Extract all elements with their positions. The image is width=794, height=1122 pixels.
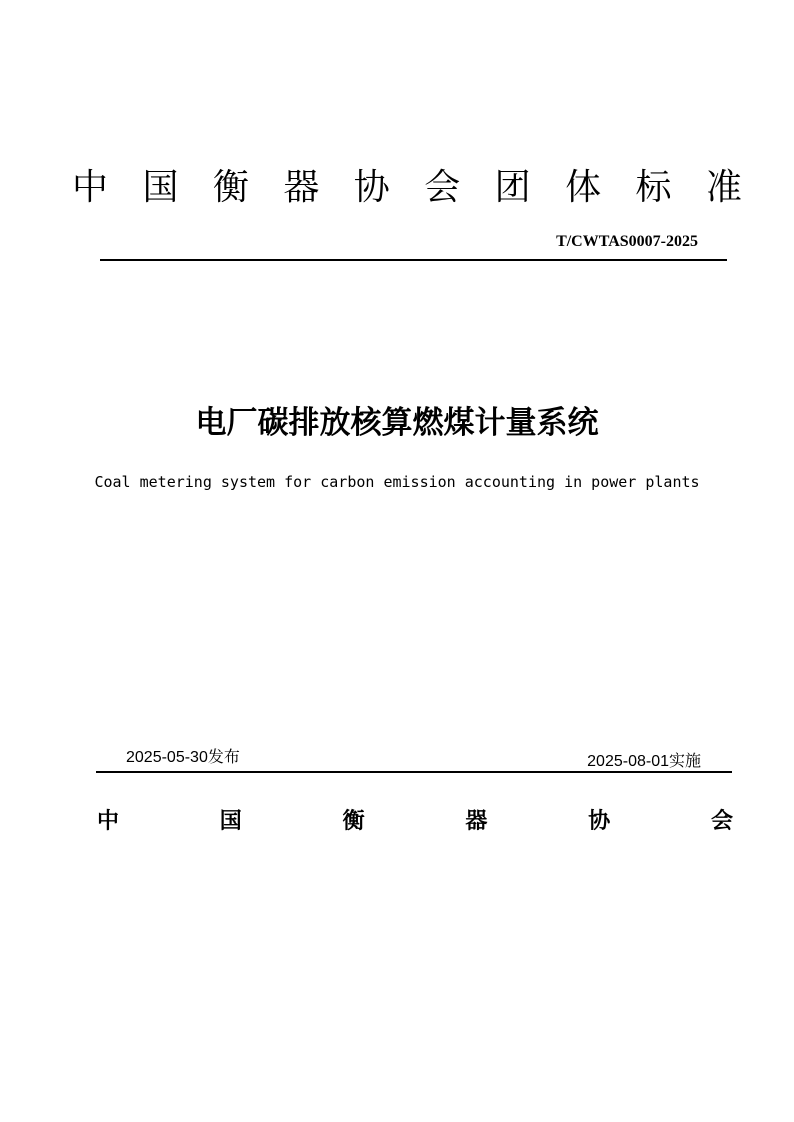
heading-char: 中 — [72, 167, 109, 208]
document-title-english: Coal metering system for carbon emission accounting in power plants — [94, 473, 700, 491]
heading-char: 体 — [565, 167, 602, 208]
publisher-char: 会 — [710, 809, 733, 834]
heading-char: 团 — [494, 167, 531, 208]
publisher-name — [97, 808, 733, 836]
standard-code: T/CWTAS0007-2025 — [556, 233, 698, 250]
heading-char: 器 — [283, 167, 320, 208]
effective-date: 2025-08-01实施 — [587, 753, 701, 770]
publisher-char: 器 — [465, 809, 488, 834]
heading-char: 协 — [353, 167, 390, 208]
standard-category-heading — [72, 166, 742, 210]
publisher-char: 协 — [588, 809, 611, 834]
heading-char: 衡 — [212, 167, 249, 208]
publisher-char: 衡 — [342, 809, 365, 834]
heading-char: 国 — [142, 167, 179, 208]
publish-date: 2025-05-30发布 — [126, 749, 240, 766]
publisher-char: 国 — [219, 809, 242, 834]
top-divider — [100, 259, 727, 261]
bottom-divider — [96, 771, 732, 773]
heading-char: 标 — [635, 167, 672, 208]
heading-char: 会 — [424, 167, 461, 208]
heading-char: 准 — [705, 167, 742, 208]
publisher-char: 中 — [97, 809, 120, 834]
document-title-chinese: 电厂碳排放核算燃煤计量系统 — [195, 405, 599, 441]
